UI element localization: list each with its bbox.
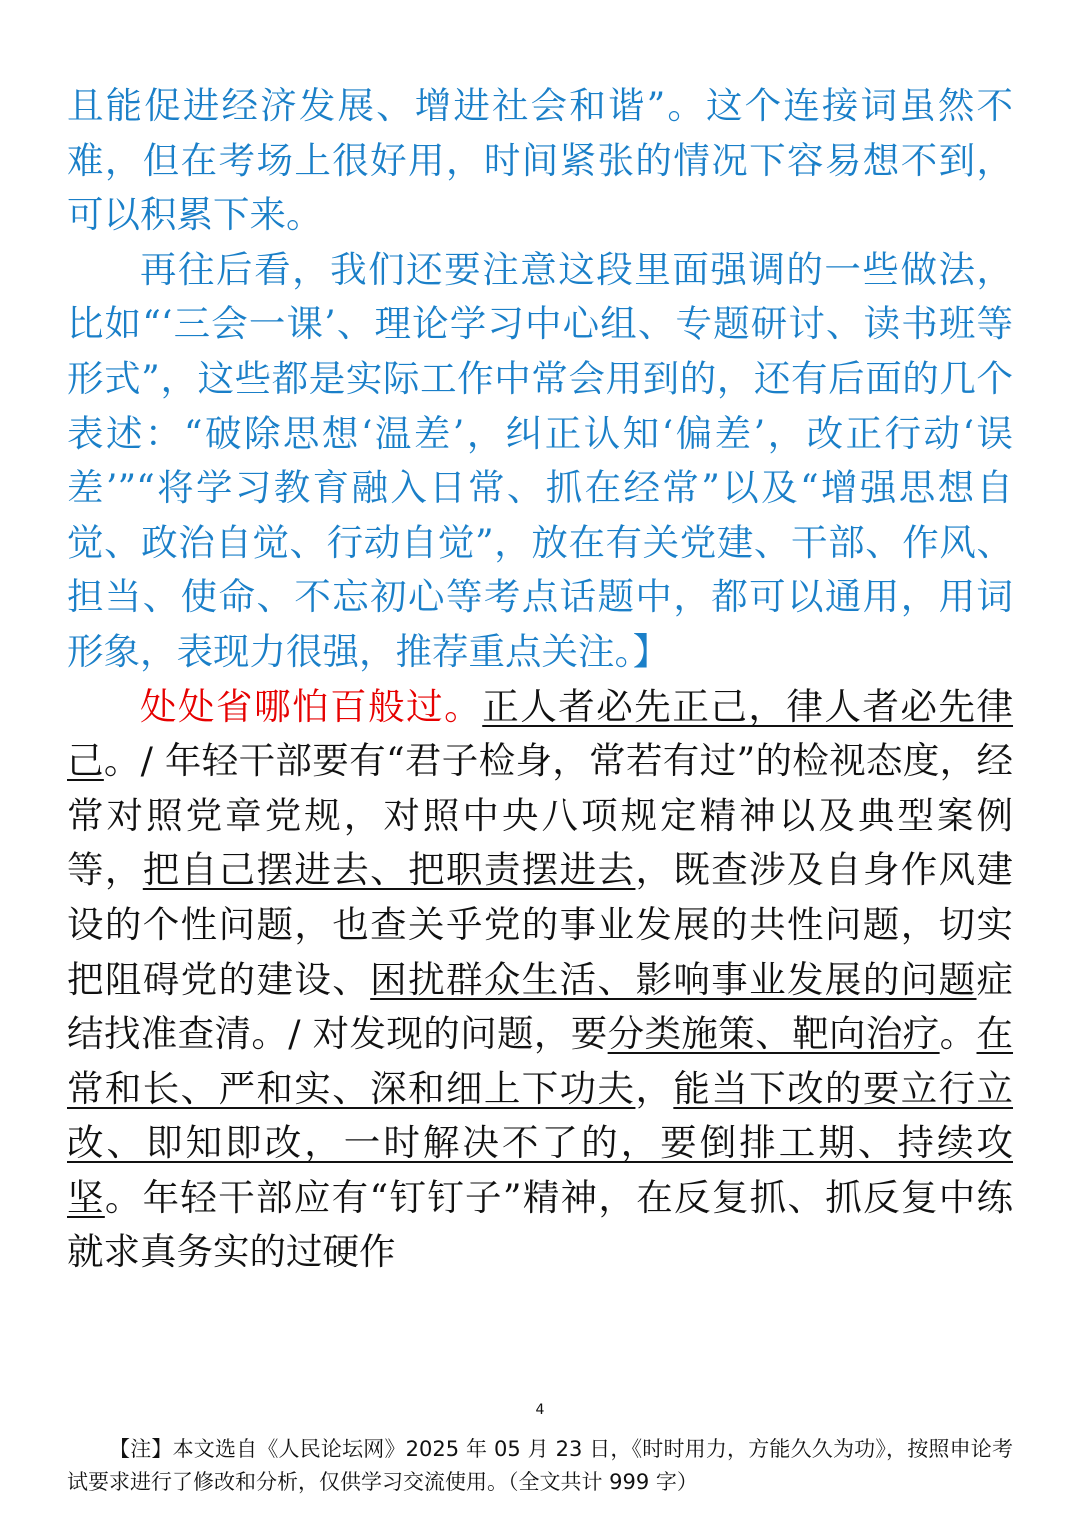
paragraph-text: 。 — [939, 1012, 977, 1056]
paragraph-text: 。年轻干部应有“钉钉子”精神，在反复抓、抓反复中练就求真务实的过硬作 — [67, 1175, 1013, 1274]
underlined-phrase: 把自己摆进去、把职责摆进去 — [142, 848, 636, 892]
underlined-phrase: 能当下改的要立行立改、即知即改，一时解决不了的，要倒排工期、持续攻坚 — [67, 1066, 1014, 1219]
body-text — [67, 79, 1013, 1280]
paragraph-text: 。/ 年轻干部要有“君子检身，常若有过”的检视态度，经常对照党章党规，对照中央八项规定精神以及典型案例等， — [67, 739, 1013, 892]
paragraph-text: ， — [635, 1066, 674, 1110]
paragraph-heading: 处处省哪怕百般过。 — [140, 684, 483, 728]
underlined-phrase: 困扰群众生活、影响事业发展的问题 — [370, 957, 977, 1001]
footnote: 【注】本文选自《人民论坛网》2025 年 05 月 23 日，《时时用力，方能久久为功》，按照申论考试要求进行了修改和分析，仅供学习交流使用。（全文共计 999 字） — [67, 1437, 1013, 1494]
page-number: 4 — [535, 1402, 545, 1418]
paragraph-text: ，既查涉及自身作风建设的个性问题，也查关乎党的事业发展的共性问题，切实把阻碍党的建设、 — [67, 848, 1014, 1001]
underlined-phrase: 在常和长、严和实、深和细上下功夫 — [67, 1012, 1014, 1110]
underlined-phrase: 正人者必先正己，律人者必先律己 — [67, 684, 1014, 783]
commentary-paragraph-2: 再往后看，我们还要注意这段里面强调的一些做法，比如“‘三会一课’、理论学习中心组、专题研讨、读书班等形式”，这些都是实际工作中常会用到的，还有后面的几个表述：“破除思想‘温差’，纠正认知‘偏差’，改正行动‘误差’”“将学习教育融入日常、抓在经常”以及“增强思想自觉、政治自觉、行动自觉”，放在有关党建、干部、作风、担当、使命、不忘初心等考点话题中，都可以通用，用词形象，表现力很强，推荐重点关注。】 — [67, 247, 1013, 673]
article-paragraph — [67, 680, 1013, 1281]
underlined-phrase: 分类施策、靶向治疗 — [607, 1012, 940, 1056]
commentary-paragraph-1: 且能促进经济发展、增进社会和谐”。这个连接词虽然不难，但在考场上很好用，时间紧张的情况下容易想不到，可以积累下来。 — [67, 84, 1013, 237]
paragraph-text: 症结找准查清。/ 对发现的问题，要 — [67, 957, 1014, 1056]
